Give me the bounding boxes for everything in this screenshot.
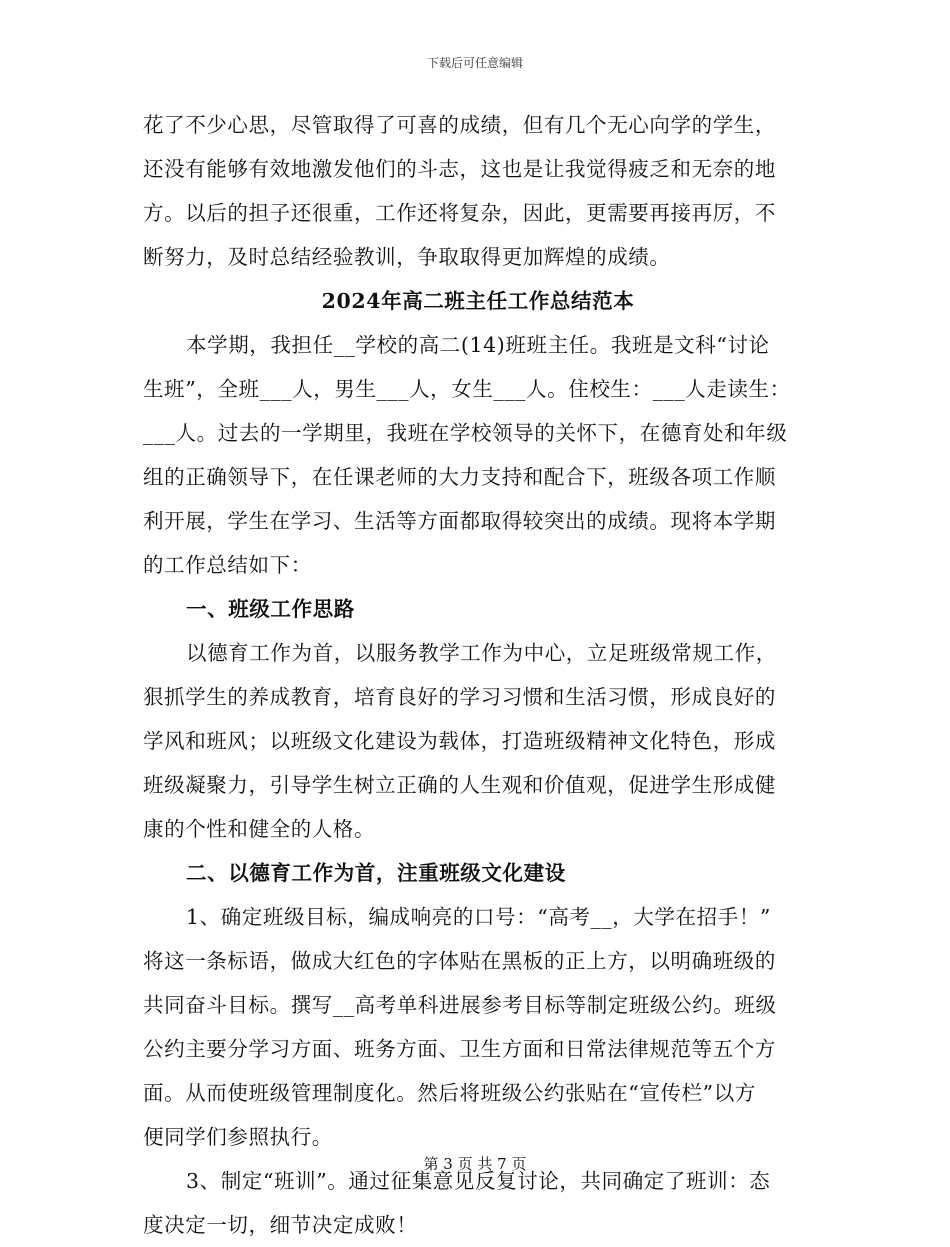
text-line: 面。从而使班级管理制度化。然后将班级公约张贴在“宣传栏”以方 (143, 1081, 756, 1105)
text-line: 以德育工作为首，以服务教学工作为中心，立足班级常规工作， (186, 641, 777, 665)
text-line: 3、制定“班训”。通过征集意见反复讨论，共同确定了班训：态 (186, 1169, 771, 1193)
text-line: 生班”，全班___人，男生___人，女生___人。住校生：___人走读生： (143, 377, 791, 401)
text-line: 本学期，我担任__学校的高二(14)班班主任。我班是文科“讨论 (186, 333, 770, 357)
text-line: 康的个性和健全的人格。 (143, 817, 376, 841)
section-heading: 二、以德育工作为首，注重班级文化建设 (186, 861, 566, 885)
text-line: 断努力，及时总结经验教训，争取取得更加辉煌的成绩。 (143, 245, 671, 269)
section-heading: 一、班级工作思路 (186, 597, 355, 621)
page-footer: 第 3 页 共 7 页 (423, 1155, 527, 1173)
document-title: 2024年高二班主任工作总结范本 (321, 289, 635, 313)
text-line: 的工作总结如下： (143, 553, 312, 577)
text-line: 公约主要分学习方面、班务方面、卫生方面和日常法律规范等五个方 (143, 1037, 776, 1061)
text-line: 利开展，学生在学习、生活等方面都取得较突出的成绩。现将本学期 (143, 509, 776, 533)
text-line: 班级凝聚力，引导学生树立正确的人生观和价值观，促进学生形成健 (143, 773, 776, 797)
text-line: 花了不少心思，尽管取得了可喜的成绩，但有几个无心向学的学生， (143, 113, 776, 137)
text-line: 便同学们参照执行。 (143, 1125, 333, 1149)
text-line: 将这一条标语，做成大红色的字体贴在黑板的正上方，以明确班级的 (143, 949, 776, 973)
text-line: 共同奋斗目标。撰写__高考单科进展参考目标等制定班级公约。班级 (143, 993, 777, 1017)
text-line: 度决定一切，细节决定成败！ (143, 1213, 418, 1237)
document-body (143, 103, 813, 1247)
page-header: 下载后可任意编辑 (426, 56, 523, 70)
text-line: 1、确定班级目标，编成响亮的口号：“高考__，大学在招手！” (186, 905, 772, 929)
text-line: 狠抓学生的养成教育，培育良好的学习习惯和生活习惯，形成良好的 (143, 685, 776, 709)
text-line: 方。以后的担子还很重，工作还将复杂，因此，更需要再接再厉，不 (143, 201, 776, 225)
text-line: ___人。过去的一学期里，我班在学校领导的关怀下，在德育处和年级 (143, 421, 788, 445)
text-line: 学风和班风；以班级文化建设为载体，打造班级精神文化特色，形成 (143, 729, 776, 753)
text-line: 组的正确领导下，在任课老师的大力支持和配合下，班级各项工作顺 (143, 465, 776, 489)
text-line: 还没有能够有效地激发他们的斗志，这也是让我觉得疲乏和无奈的地 (143, 157, 776, 181)
